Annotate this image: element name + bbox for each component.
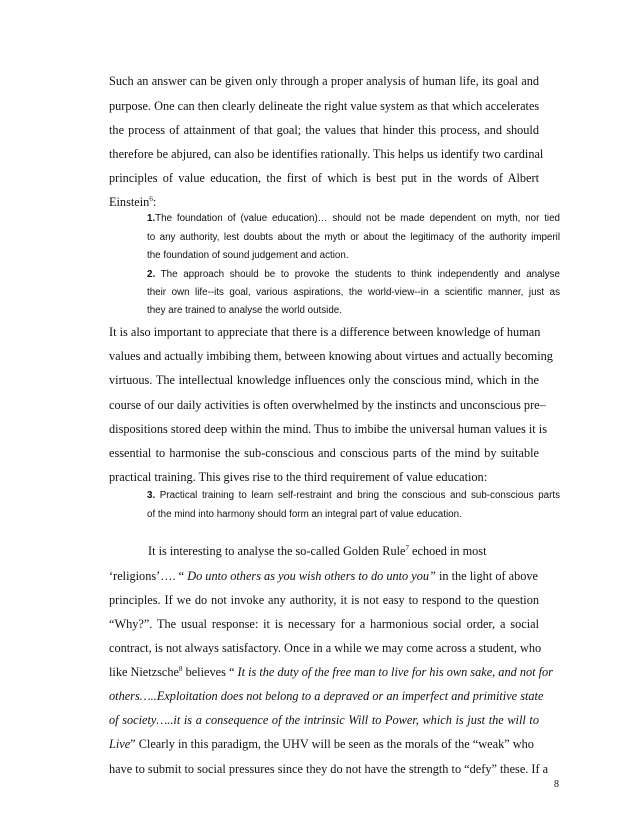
text-line: have to submit to social pressures since they do not have the strength to “defy” these. If a (109, 762, 549, 776)
footnote-ref: 8 (179, 665, 183, 673)
list-number: 2. (147, 269, 156, 280)
text-line: purpose. One can then clearly delineate the right value system as that which accelerates (109, 99, 540, 113)
quote-line: of the mind into harmony should form an integral part of value education. (147, 509, 462, 520)
text-line: essential to harmonise the sub-conscious and conscious parts of the mind by suitable (109, 446, 539, 460)
quote-line: 2. The approach should be to provoke the students to think independently and analyse (147, 269, 560, 280)
text-line: contract, is not always satisfactory. Once in a while we may come across a student, who (109, 641, 542, 655)
text-line: principles of value education, the first of which is best put in the words of Albert (109, 171, 539, 185)
quote-line: the foundation of sound judgement and action. (147, 250, 349, 261)
text-line: of society…..it is a consequence of the intrinsic Will to Power, which is just the will to (109, 713, 539, 727)
quote-line: 1.The foundation of (value education)… should not be made dependent on myth, nor tied (147, 213, 560, 224)
text-line: principles. If we do not invoke any authority, it is not easy to respond to the question (109, 593, 539, 607)
text-line: like Nietzsche$^8$ believes “ It is the duty of the free man to live for his own sake, and not for (109, 665, 553, 679)
text-line: dispositions stored deep within the mind. Thus to imbibe the universal human values it is (109, 422, 547, 436)
quote-line: to any authority, lest doubts about the myth or about the legitimacy of the authority imperil (147, 232, 560, 243)
text-line: values and actually imbibing them, between knowing about virtues and actually becoming (109, 349, 553, 363)
text-line: virtuous. The intellectual knowledge influences only the conscious mind, which in the (109, 373, 539, 387)
text-line: others…..Exploitation does not belong to a depraved or an imperfect and primitive state (109, 689, 544, 703)
list-number: 3. (147, 490, 156, 501)
text-line: Live” Clearly in this paradigm, the UHV will be seen as the morals of the “weak” who (109, 737, 534, 751)
text-line: Einstein$^6$: (109, 195, 157, 209)
text-line: course of our daily activities is often overwhelmed by the instincts and unconscious pre– (109, 398, 546, 412)
footnote-ref: 6 (149, 195, 153, 203)
page-number: 8 (554, 779, 559, 790)
text-line: Such an answer can be given only through a proper analysis of human life, its goal and (109, 74, 539, 88)
quote-line: they are trained to analyse the world outside. (147, 305, 342, 316)
text-line: ‘religions’…. “ Do unto others as you wish others to do unto you” in the light of above (109, 569, 539, 583)
text-line: It is also important to appreciate that there is a difference between knowledge of human (109, 325, 541, 339)
footnote-ref: 7 (405, 544, 409, 552)
quote-line: their own life--its goal, various aspirations, the world-view--in a scientific manner, just as (147, 287, 560, 298)
text-line: the process of attainment of that goal; the values that hinder this process, and should (109, 123, 539, 137)
text-line: It is interesting to analyse the so-called Golden Rule$^7$ echoed in most (148, 544, 487, 558)
quote-line: 3. Practical training to learn self-restraint and bring the conscious and sub-conscious parts (147, 490, 560, 501)
text-line: practical training. This gives rise to the third requirement of value education: (109, 470, 488, 484)
list-number: 1. (147, 213, 156, 224)
text-line: therefore be abjured, can also be identifies rationally. This helps us identify two cardinal (109, 147, 544, 161)
text-line: “Why?”. The usual response: it is necessary for a harmonious social order, a social (109, 617, 539, 631)
